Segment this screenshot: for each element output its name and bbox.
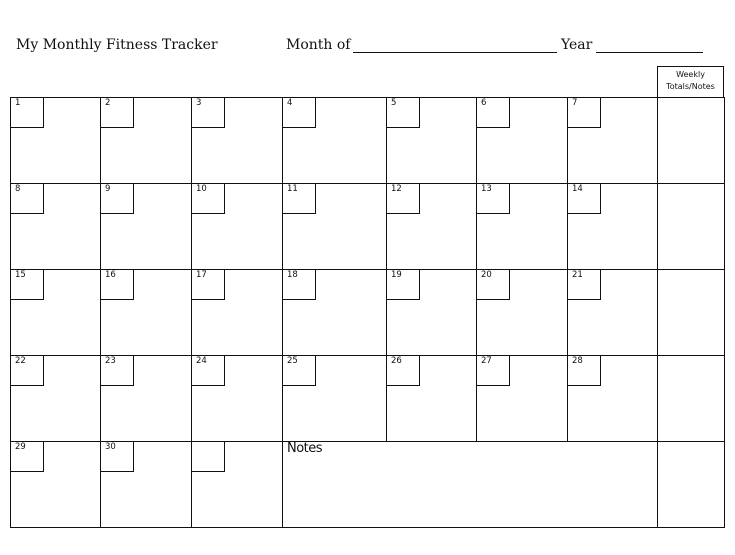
day-number: 21: [572, 270, 583, 280]
day-number: 16: [105, 270, 116, 280]
day-number: 28: [572, 356, 583, 366]
day-number: 25: [287, 356, 298, 366]
day-number: 11: [287, 184, 298, 194]
notes-label: Notes: [287, 441, 323, 456]
day-number: 13: [481, 184, 492, 194]
day-number: 4: [287, 98, 293, 108]
day-number: 7: [572, 98, 578, 108]
year-label: Year: [561, 37, 593, 53]
day-number: 20: [481, 270, 492, 280]
weekly-totals-cell[interactable]: [657, 183, 725, 270]
day-number: 5: [391, 98, 397, 108]
day-number: 1: [15, 98, 21, 108]
day-number: 15: [15, 270, 26, 280]
notes-area[interactable]: [282, 441, 658, 528]
day-number: 2: [105, 98, 111, 108]
day-number: 18: [287, 270, 298, 280]
weekly-totals-cell[interactable]: [657, 269, 725, 356]
day-number: 9: [105, 184, 111, 194]
day-number-box: [191, 441, 225, 472]
day-number: 30: [105, 442, 116, 452]
day-number: 6: [481, 98, 487, 108]
day-number: 26: [391, 356, 402, 366]
day-number: 22: [15, 356, 26, 366]
page-title: My Monthly Fitness Tracker: [16, 37, 218, 53]
weekly-header-line2: Totals/Notes: [666, 82, 715, 91]
weekly-totals-cell[interactable]: [657, 355, 725, 442]
day-number: 14: [572, 184, 583, 194]
day-number: 27: [481, 356, 492, 366]
month-label: Month of: [286, 37, 351, 53]
day-number: 3: [196, 98, 202, 108]
day-number: 19: [391, 270, 402, 280]
weekly-header-line1: Weekly: [676, 70, 705, 79]
day-number: 23: [105, 356, 116, 366]
day-number: 29: [15, 442, 26, 452]
day-number: 8: [15, 184, 21, 194]
weekly-totals-cell[interactable]: [657, 441, 725, 528]
day-number: 12: [391, 184, 402, 194]
day-number: 24: [196, 356, 207, 366]
weekly-totals-cell[interactable]: [657, 97, 725, 184]
day-number: 17: [196, 270, 207, 280]
day-number: 10: [196, 184, 207, 194]
